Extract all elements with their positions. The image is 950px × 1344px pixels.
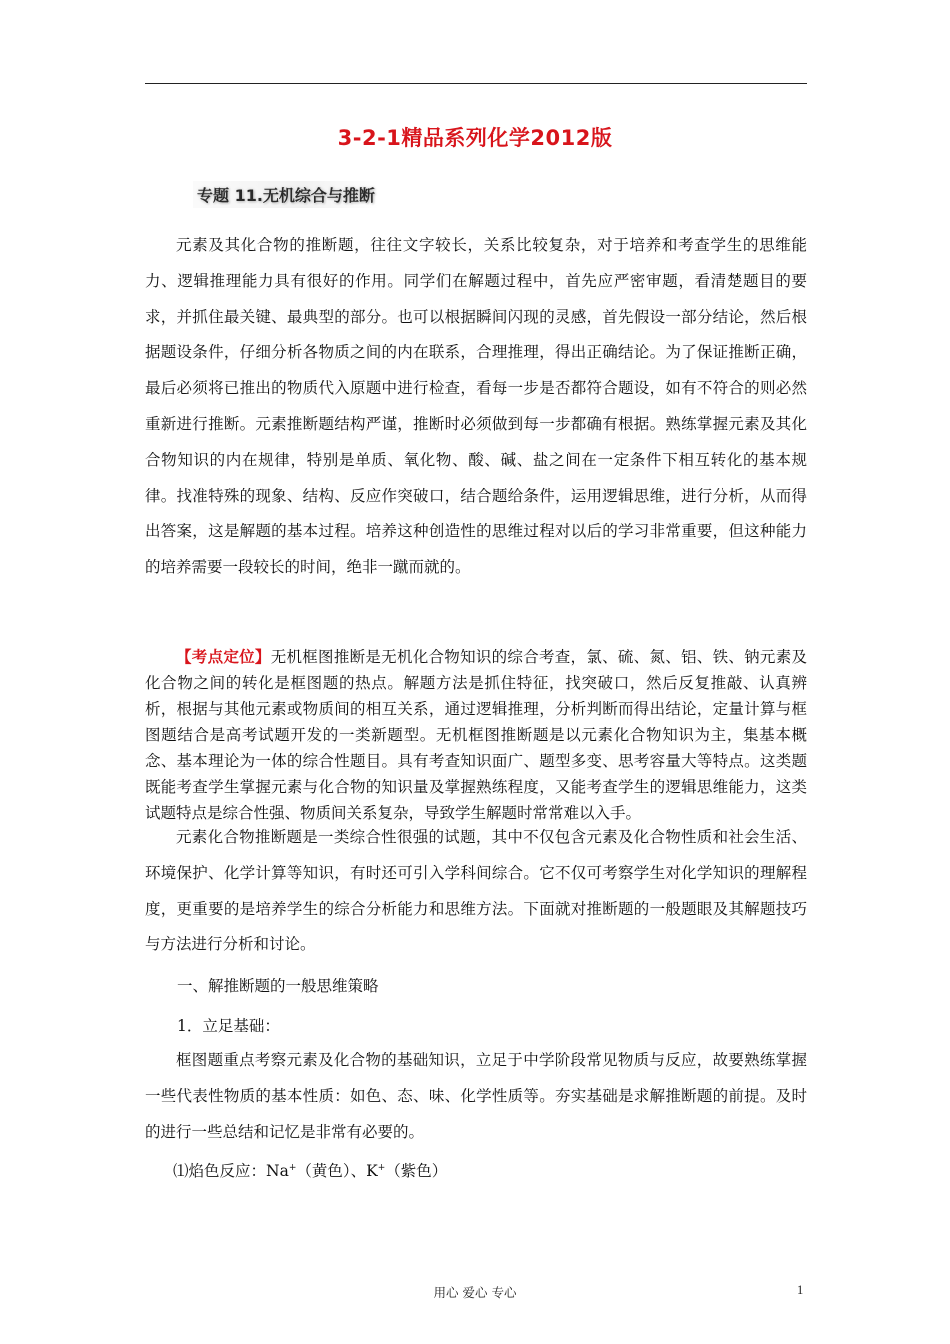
- k-charge: +: [377, 1162, 386, 1173]
- flame-reaction-line: [173, 1159, 447, 1181]
- kaodian-tag: 【考点定位】: [176, 647, 271, 666]
- intro-paragraph: 元素及其化合物的推断题，往往文字较长，关系比较复杂，对于培养和考查学生的思维能力、逻辑推理能力具有很好的作用。同学们在解题过程中，首先应严密审题，看清楚题目的要求，并抓住最关键、最典型的部分。也可以根据瞬间闪现的灵感，首先假设一部分结论，然后根据题设条件，仔细分析各物质之间的内在联系，合理推理，得出正确结论。为了保证推断正确，最后必须将已推出的物质代入原题中进行检查，看每一步是否都符合题设，如有不符合的则必然重新进行推断。元素推断题结构严谨，推断时必须做到每一步都确有根据。熟练掌握元素及其化合物知识的内在规律，特别是单质、氧化物、酸、碱、盐之间在一定条件下相互转化的基本规律。找准特殊的现象、结构、反应作突破口，结合题给条件，运用逻辑思维，进行分析，从而得出答案，这是解题的基本过程。培养这种创造性的思维过程对以后的学习非常重要，但这种能力的培养需要一段较长的时间，绝非一蹴而就的。: [145, 236, 807, 577]
- flame-prefix: ⑴焰色反应：Na: [173, 1162, 289, 1180]
- kaodian-paragraph: [145, 644, 807, 826]
- flame-suffix: （紫色）: [385, 1162, 448, 1180]
- section-heading: 一、解推断题的一般思维策略: [177, 977, 379, 995]
- page-number: 1: [797, 1283, 804, 1297]
- header-rule: [145, 83, 807, 84]
- subsection-heading: 1．立足基础：: [177, 1017, 280, 1035]
- na-charge: +: [288, 1162, 297, 1173]
- basics-paragraph: 框图题重点考察元素及化合物的基础知识，立足于中学阶段常见物质与反应，故要熟练掌握一些代表性物质的基本性质：如色、态、味、化学性质等。夯实基础是求解推断题的前提。及时的进行一些总结和记忆是非常有必要的。: [145, 1051, 807, 1141]
- footer-motto: 用心 爱心 专心: [433, 1285, 517, 1300]
- topic-heading: 专题 11.无机综合与推断: [193, 181, 379, 208]
- overview-paragraph: 元素化合物推断题是一类综合性很强的试题，其中不仅包含元素及化合物性质和社会生活、环境保护、化学计算等知识，有时还可引入学科间综合。它不仅可考察学生对化学知识的理解程度，更重要的是培养学生的综合分析能力和思维方法。下面就对推断题的一般题眼及其解题技巧与方法进行分析和讨论。: [145, 828, 807, 954]
- kaodian-text: 无机框图推断是无机化合物知识的综合考查，氯、硫、氮、铝、铁、钠元素及化合物之间的转化是框图题的热点。解题方法是抓住特征，找突破口，然后反复推敲、认真辨析，根据与其他元素或物质间的相互关系，通过逻辑推理，分析判断而得出结论，定量计算与框图题结合是高考试题开发的一类新题型。无机框图推断题是以元素化合物知识为主，集基本概念、基本理论为一体的综合性题目。具有考查知识面广、题型多变、思考容量大等特点。这类题既能考查学生掌握元素与化合物的知识量及掌握熟练程度，又能考查学生的逻辑思维能力，这类试题特点是综合性强、物质间关系复杂，导致学生解题时常常难以入手。: [145, 648, 807, 822]
- document-title: 3-2-1精品系列化学2012版: [337, 126, 613, 150]
- flame-mid: （黄色）、K: [296, 1162, 378, 1180]
